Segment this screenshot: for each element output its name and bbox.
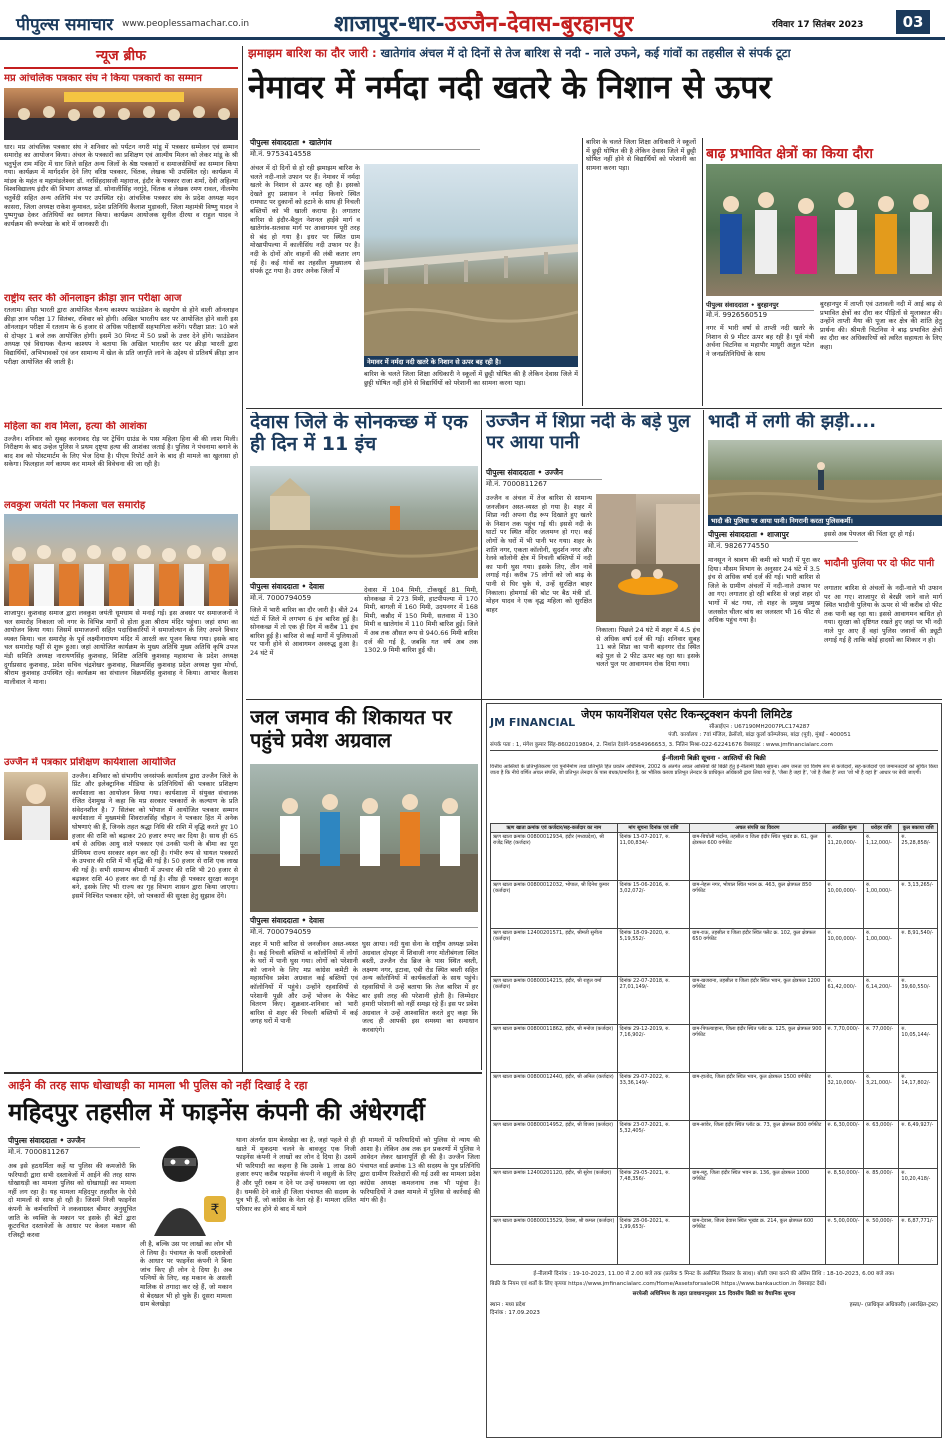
row-rule-2 [246,699,482,700]
flood-visit-title: बाढ़ प्रभावित क्षेत्रों का किया दौरा [706,146,874,162]
lead-headline: नेमावर में नर्मदा नदी खतरे के निशान से ऊपर [248,68,772,106]
flood-visit-photo [706,164,942,296]
auction-table-cell: रु. 32,10,000/- [825,1073,864,1121]
temple-flood-icon [250,466,478,578]
waterlog-photo [250,764,478,912]
waterlog-mobile: मो.नं. 7000794059 [250,928,312,936]
table-row [491,1121,938,1169]
visitors-icon [706,164,942,296]
jhadi-body-2: इससे अब पेयजल की चिंता दूर हो गई। [824,530,915,538]
auction-table [490,823,938,1265]
auction-table-cell: दिनांक 29-07-2022, रु. 33,36,149/- [617,1073,690,1121]
ad-cin: सीआईएन : U67190MH2007PLC174287 [709,724,810,730]
brief-headline-4: लवकुश जयंती पर निकला चल समारोह [4,499,146,511]
row-rule-4 [4,1072,482,1074]
masthead [0,0,945,40]
lead-byline [250,138,480,159]
auction-table-header: ऋण खाता क्रमांक एवं कर्जदार/सह-कर्जदार का नाम [491,824,618,833]
thief-illustration [140,1136,232,1236]
jm-financial-brand: JM FINANCIAL [490,716,576,729]
table-row [491,1169,938,1217]
sonkachh-photo [250,466,478,578]
shipra-byline-text: पीपुल्स संवाददाता • उज्जैन [486,468,602,480]
jhadi-body-1: मानसून ने श्रावण की कमी को भादौ में पूरा कर दिया। मौसम विभाग के अनुसार 24 घंटे में 3.5 इंच से अधिक वर्षा दर्ज की गई। भारी बारिश से जिले के ग्रामीण अंचलों में नदी-नाले उफान पर आ गए। लगातार हो रही बारिश से जहां शहर दो भागों में बंट गया, तो शहर के प्रमुख प्रमुख जलस्रोत चीलर बांध का जलस्तर भी 16 फीट से अधिक पहुंच गया है। [708,556,820,625]
auction-table-cell: ऋण खाता क्रमांक 00800012440, इंदौर, श्री अनिल (कर्जदार) [491,1073,618,1121]
finance-byline-text: पीपुल्स संवाददाता • उज्जैन [8,1136,148,1148]
sonkachh-headline: देवास जिले के सोनकच्छ में एक ही दिन में 11 इंच [250,412,468,455]
auction-table-cell: ग्राम-सांवेर, जिला इंदौर स्थित प्लॉट क्र. 73, कुल क्षेत्रफल 800 वर्गफीट [690,1121,825,1169]
lead-body-2: बारिश के चलते जिला शिक्षा अधिकारी ने स्कूलों में छुट्टी घोषित की है लेकिन देवास जिले में छुट्टी घोषित नहीं होने से विद्यार्थियों को परेशानी का सामना करना पड़ा। [364,370,578,387]
procession-photo [4,514,238,606]
auction-table-cell: रु. 3,13,265/- [899,881,938,929]
finance-mobile: मो.नं. 7000811267 [8,1148,70,1156]
flood-visit-body-1: नगर में भारी वर्षा से ताप्ती नदी खतरे के निशान से 9 मीटर ऊपर बह रही है। पूर्व मंत्री अर्चना चिटनिस व महापौर माधुरी अतुल पटेल ने जनप्रतिनिधियों के साथ [706,324,814,358]
finance-body-2: ली है, बल्कि उस पर लाखों का लोन भी ले लिया है। पंचायत के फर्जी दस्तावेजों के आधार पर फाइनेंस कंपनी ने बिना जांच किए ही लोन दे दिया है। अब पत्नियों के लिए, वह मकान के असली मालिक से तगादा कर रहे हैं, जो मकान से बेदखल भी हो चुके हैं। दूसरा मामला ग्राम बेलखेड़ा [140,1240,232,1309]
lead-mobile: मो.नं. 9753414558 [250,150,312,158]
auction-table-cell: रु. 10,05,144/- [899,1025,938,1073]
auction-table-cell: ग्राम-महू, जिला इंदौर स्थित भवन क्र. 136, कुल क्षेत्रफल 1000 वर्गफीट [690,1169,825,1217]
auction-table-cell: रु. 25,28,858/- [899,833,938,881]
jhadi-mobile: मो.नं. 9826774550 [708,542,770,550]
finance-body-1: अब इसे हठधर्मिता कहें या पुलिस की कमजोरी कि फरियादी द्वारा सभी दस्तावेजों में आईने की तरह साफ धोखाधड़ी का मामला पुलिस को धोखाधड़ी का मामला नहीं लग रहा है। यह मामला महिदपुर तहसील के ऐसे दो मामलों से साफ हो रही है। जिसमें निजी फाइनेंस कंपनी के कर्मचारियों ने लकवाग्रस्त बीमार अनुसूचित जाति के व्यक्ति के मकान पर इसके ही बेटों द्वारा कूटरचित दस्तावेजों के आधार पर केवल मकान की रजिस्ट्री करवा [8,1162,136,1239]
ad-place: स्थान : मध्य प्रदेश [490,1302,526,1308]
auction-table-cell: रु. 3,21,000/- [864,1073,899,1121]
news-brief-column [4,46,238,1070]
auction-table-cell: ऋण खाता क्रमांक 12400201571, इंदौर, श्रीमती सुनीता (कर्जदार) [491,929,618,977]
column-rule-left [242,46,243,1073]
auction-table-cell: ग्राम-बिचोली मर्दाना, तहसील व जिला इंदौर स्थित भूखंड क्र. 61, कुल क्षेत्रफल 600 वर्गफीट [690,833,825,881]
logo[interactable]: पीपुल्स समाचार [16,15,114,35]
auction-table-cell: दिनांक 15-06-2016, रु. 3,02,072/- [617,881,690,929]
auction-table-cell: ग्राम-हातोद, जिला इंदौर स्थित भवन, कुल क्षेत्रफल 1500 वर्गफीट [690,1073,825,1121]
flood-visit-byline-text: पीपुल्स संवाददाता • बुरहानपुर [706,300,814,311]
jhadi-photo [708,440,942,526]
table-row [491,881,938,929]
bridge-icon [364,164,578,367]
jhadi-byline-text: पीपुल्स संवाददाता • शाजापुर [708,530,858,542]
auction-table-cell: रु. 1,00,000/- [864,881,899,929]
auction-table-cell: ग्राम-राऊ, तहसील व जिला इंदौर स्थित फ्लैट क्र. 102, कुल क्षेत्रफल 650 वर्गफीट [690,929,825,977]
brief-body-5: उज्जैन। शनिवार को संभागीय जनसंपर्क कार्यालय द्वारा उज्जैन जिले के प्रिंट और इलेक्ट्रानिक मीडिया के प्रतिनिधियों की पत्रकार प्रशिक्षण कार्यशाला का आयोजन किया गया। कार्यशाला में संयुक्त संचालक रंजित देशमुख ने कहा कि मप्र सरकार पत्रकारों के कल्याण के प्रति संवेदनशील है। 7 सितंबर को भोपाल में आयोजित पत्रकार सम्मान कार्यशाला में मुख्यमंत्री शिवराजसिंह चौहान ने पत्रकार हित में अनेक घोषणाएं की हैं, जिनके तहत श्रद्धा निधि की राशि में वृद्धि करते हुए 10 हजार की राशि को बढ़ाकर 20 हजार रुपए कर दिया है। साथ ही 65 वर्ष से अधिक आयु वाले पत्रकार एवं उनकी पत्नी के बीमा का पूरा प्रीमियम राज्य सरकार वहन कर रही है। गंभीर रूप से घायल पत्रकारों के उपचार की राशि में भी वृद्धि की गई है। 50 हजार से राशि एक लाख की गई है। सभी सामान्य बीमारी में उपचार की राशि भी 20 हजार से बढ़ाकर राशि 40 हजार कर दी गई है। शीघ्र ही पत्रकार सुरक्षा कानून बने, इसके लिए भी राज्य का गृह विभाग शासन द्वारा किया जाएगा। इसमें निश्चित पत्रकार रहेंगे, जो पत्रकारों की सुरक्षा हेतु सुझाव देंगे। [72,771,238,900]
section-title-part1: शाजापुर-धार- [334,12,445,37]
lead-body-1: अंचल में दो दिनों से हो रही झमाझम बारिश के चलते नदी-नाले उफान पर हैं। नेमावर में नर्मदा खतरे के निशान से ऊपर बह रही है। इसको देखते हुए प्रशासन ने नर्मदा किनारे स्थित रामघाट पर दुकानों को हटाने के साथ ही निचली बस्तियों को भी खाली कराया है। लगातार बारिश से इंदौर-बैतूल नेशनल हाईवे मार्ग व खातेगांव-सतवास मार्ग पर आवागमन पूरी तरह से बंद हो गया है। इधर पर स्थित ग्राम मोखापीपल्या में कालीसिंध नदी उफान पर है। नदी के दोनों ओर वाहनों की लंबी कतार लग गई है। कई गांवों का तहसील मुख्यालय से संपर्क टूट गया है। उधर अनेक जिलों में [250,164,360,276]
auction-table-cell: रु. 10,00,000/- [825,881,864,929]
auction-table-cell: रु. 39,60,550/- [899,977,938,1025]
table-row [491,833,938,881]
shipra-body-2: निकाला। पिछले 24 घंटे में शहर में 4.5 इंच से अधिक वर्षा दर्ज की गई। शनिवार सुबह 11 बजे शिप्रा का पानी बड़नगर रोड स्थित बड़े पुल से 2 फीट ऊपर बह रहा था। इसके चलते पुल पर आवागमन रोक दिया गया। [596,626,700,669]
brief-headline-2: राष्ट्रीय स्तर की ऑनलाइन क्रीड़ा ज्ञान परीक्षा आज [4,292,182,304]
auction-table-cell: रु. 11,20,000/- [825,833,864,881]
ad-signatory: हस्ता/- (प्राधिकृत अधिकारी) (आरक्षित-ट्रस्ट) [849,1302,938,1308]
shipra-byline [486,468,602,489]
auction-table-cell: ग्राम-खजराना, तहसील व जिला इंदौर स्थित भवन, कुल क्षेत्रफल 1200 वर्गफीट [690,977,825,1025]
svg-text:₹: ₹ [210,1202,220,1218]
auction-table-cell: रु. 10,00,000/- [825,929,864,977]
waterlog-byline [250,916,478,937]
jhadi-headline: भादौ में लगी की झड़ी.... [708,412,877,432]
auction-table-cell: ऋण खाता क्रमांक 00800014215, इंदौर, श्री राहुल वर्मा (कर्जदार) [491,977,618,1025]
flood-visit-byline [706,300,814,320]
auction-table-header: धरोहर राशि [864,824,899,833]
table-row [491,977,938,1025]
column-rule-lead [582,138,583,406]
auction-table-cell: रु. 1,12,000/- [864,833,899,881]
brief-body-3: उज्जैन। शनिवार को सुबह करनावद रोड़ पर ट्रेचिंग ग्राउंड के पास महिला हिना बी की लाश मिली। निरीक्षण के बाद उन्हेल पुलिस ने प्रथम दृष्ट्या हत्या की आशंका जताई है। पुलिस ने पंचनामा बनाने के बाद शव को पोस्टमार्टम के लिए भेज दिया है। पीएम रिपोर्ट आने के बाद ही मामले का खुलासा हो सकेगा। फिलहाल मर्ग कायम कर मामले की विवेचना की जा रही है। [4,434,238,469]
brief-label: न्यूज ब्रीफ [4,46,238,69]
table-row [491,929,938,977]
table-row [491,1217,938,1265]
table-row [491,1025,938,1073]
lead-body-3 [586,138,696,406]
auction-table-header: मांग सूचना दिनांक एवं राशि [617,824,690,833]
workshop-photo [4,772,68,840]
flooded-culvert-icon [708,440,942,526]
brief-headline-3: महिला का शव मिला, हत्या की आशंका [4,421,147,432]
auction-table-cell: रु. 50,000/- [864,1217,899,1265]
waterlog-headline: जल जमाव की शिकायत पर पहुंचे प्रवेश अग्रवाल [250,706,452,752]
auction-table-cell: दिनांक 29-05-2021, रु. 7,48,356/- [617,1169,690,1217]
auction-table-header: अचल संपत्ति का विवरण [690,824,825,833]
page-date: रविवार 17 सितंबर 2023 [772,20,864,30]
auction-table-cell: ग्राम-नेहरू नगर, भोपाल स्थित भवन क्र. 463, कुल क्षेत्रफल 850 वर्गफीट [690,881,825,929]
lead-byline-text: पीपुल्स संवाददाता • खातेगांव [250,138,480,150]
speaker-icon [4,772,68,840]
sonkachh-byline-text: पीपुल्स संवाददाता • देवास [250,582,478,594]
sonkachh-mobile: मो.नं. 7000794059 [250,594,312,602]
auction-table-cell: ऋण खाता क्रमांक 00800012934, इंदौर (मध्यप्रदेश), श्री राजेंद्र सिंह (कर्जदार) [491,833,618,881]
finance-body-3: थाना अंतर्गत ग्राम बेलखेड़ा का है, जहां पहले से ही खाते में मुकदमा चलने के बावजूद एक निजी फाइनेंस कंपनी ने लाखों का लोन दे दिया है। उसमें भी फरियादी का कहना है कि उसके 1 लाख 80 हजार रुपए करीब फाइनेंस कंपनी ने वसूली के लिए है और पूरी रकम न देने पर उन्हें धमकाया जा रहा है। धमकी देने वाले ही जिला पंचायत की सदस्य के पुत्र भी हैं, जो कांग्रेस के नेता रहे हैं। मामला दलित परिवार का होने से बाद में थाने [236,1136,356,1213]
auction-table-cell: रु. 6,87,771/- [899,1217,938,1265]
jhadi-subhead: भादौनी पुलिया पर दो फीट पानी [824,558,935,569]
row-rule-3 [482,699,942,700]
finance-body-4: ही मामलों में फरियादियों को पुलिस से न्याय की आशा है। लेकिन अब तक इन प्रकरणों में पुलिस ने आवेदन लेकर खानापूर्ति ही की है। उज्जैन जिला पंचायत वार्ड क्रमांक 13 की सदस्य के पुत्र प्रतिनिधि द्वारा ग्रामीण रिश्तेदारों की गई उसी का मामला प्रदेश कांग्रेस अध्यक्ष कमलनाथ तक भी पहुंचा है। फरियादियों ने उक्त मामले में पुलिस से कार्रवाई की मांग की है। [360,1136,480,1205]
ad-company-name: जेएम फायनेंशियल एसेट रिकन्स्ट्रक्शन कंपनी लिमिटेड [581,708,792,721]
people-wading-icon [250,764,478,912]
jhadi-body-3: लगातार बारिश से अंचलों के नदी-नाले भी उफान पर आ गए। शाजापुर से बेरछी जाने वाले मार्ग स्थित भादौनी पुलिया के ऊपर से भी करीब दो फीट तक पानी बह रहा था। इससे आवागमन बाधित हो गया। सुरक्षा को दृष्टिगत रखते हुए जहां पर भी नदी नाले पुर आए हैं वहां पुलिस जवानों की ड्यूटी लगाई गई है ताकि कोई हादसों का शिकार न हो। [824,584,942,644]
auction-table-cell: ऋण खाता क्रमांक 00800014952, इंदौर, श्री विजय (कर्जदार) [491,1121,618,1169]
auction-table-cell: रु. 63,000/- [864,1121,899,1169]
lead-body-3-text: बारिश के चलते जिला शिक्षा अधिकारी ने स्कूलों में छुट्टी घोषित की है लेकिन देवास जिले में छुट्टी घोषित नहीं होने से विद्यार्थियों को परेशानी का सामना करना पड़ा। [586,138,696,172]
section-title [334,8,633,38]
auction-table-header: आरक्षित मूल्य [825,824,864,833]
flood-visit-mobile: मो.नं. 9926560519 [706,311,768,319]
rescue-boat-icon [596,494,700,622]
auction-table-cell: ऋण खाता क्रमांक 12400201120, इंदौर, श्री सुरेश (कर्जदार) [491,1169,618,1217]
auction-table-cell: दिनांक 29-12-2019, रु. 7,16,902/- [617,1025,690,1073]
auction-table-cell: ऋण खाता क्रमांक 00800012032, भोपाल, श्री दिनेश कुमार (कर्जदार) [491,881,618,929]
finance-headline: महिदपुर तहसील में फाइनेंस कंपनी की अंधेरगर्दी [8,1098,425,1126]
auction-table-cell: रु. 7,70,000/- [825,1025,864,1073]
auction-table-cell: दिनांक 22-07-2018, रु. 27,01,149/- [617,977,690,1025]
auction-table-cell: दिनांक 13-07-2017, रु. 11,00,834/- [617,833,690,881]
ad-reg-office: पंजी. कार्यालय : 7वां मंजिल, क्रेसेंजो, बांद्रा कुर्ला कॉम्प्लेक्स, बांद्रा (पूर्व), मुंबई - 400051 [668,732,851,738]
auction-table-cell: रु. 85,000/- [864,1169,899,1217]
auction-table-cell: रु. 6,14,200/- [864,977,899,1025]
column-rule-right-top [702,138,703,406]
brief-headline-5: उज्जैन में पत्रकार प्रशिक्षण कार्यशाला आयोजित [4,757,176,768]
brief-body-1: धार। मप्र आंचलिक पत्रकार संघ ने शनिवार को पर्यटन नगरी मांडू में पत्रकार सम्मेलन एवं सम्मान समारोह का आयोजन किया। अंचल के पत्रकारों का प्रशिक्षण एवं आत्मीय मिलन को लेकर मांडू के श्री चतुर्भुज राम मंदिर में धार जिले सहित अन्य जिलों के श्रेष्ठ पत्रकारों व समाजसेवियों का सम्मान किया गया। कार्यक्रम में मार्गदर्शन देने लिए वरिष्ठ पत्रकार, चिंतक, लेखक भी उपस्थित रहे। कार्यक्रम में मांडव के महंत व महामंडलेश्वर डॉ. नरसिंहदासजी महाराज, इंदौर के पत्रकार राजा शर्मा, देवी अहिल्या विश्वविद्यालय इंदौर की विभाग अध्यक्ष डॉ. सोनालीसिंह नरगुंदे, चिंतक व लेखक रमण रावल, नीलमेघ चतुर्वेदी सहित अन्य अतिथि मंच पर उपस्थित रहे। आंचलिक पत्रकार संघ के प्रदेश अध्यक्ष मदन कासरा, जिला अध्यक्ष राकेश कुमावत, प्रदेश प्रतिनिधि कैलाश मुड़ावली, जिला महामंत्री विष्णु यादव ने पुष्पगुच्छ देकर अतिथियों का स्वागत किया। कार्यक्रम आयोजक सुनील दीरया व राहुल यादव ने कार्यक्रम की रूपरेखा के बारे में जानकारी दी। [4,142,238,228]
event-photo [4,88,238,140]
auction-table-cell: रु. 77,000/- [864,1025,899,1073]
shipra-headline: उज्जैन में शिप्रा नदी के बड़े पुल पर आया पानी [486,412,691,453]
brief-headline-1: मप्र आंचलिक पत्रकार संघ ने किया पत्रकारों का सम्मान [4,73,202,84]
waterlog-body-2: घुस आया। नदी युवा सेना के राष्ट्रीय अध्यक्ष प्रवेश अग्रवाल दोपहर में शिवाजी नगर मोतीबंगला स्थित बस्ती, उज्जैन रोड ब्रिज के पास स्थित बस्ती, लक्ष्मण नगर, इटावा, एबी रोड स्थित बस्ती सहित अन्य कॉलोनियों में कार्यकर्ताओं के साथ पहुंचे। रहवासियों ने उन्हें बताया कि तेज बारिश में हर बार इसी तरह की परेशानी होती है। जिम्मेदार हमारी परेशानी को नहीं समझ रहे हैं। इस पर प्रवेश अग्रवाल ने उन्हें आश्वासित करते हुए कहा कि जल्द ही आपकी इस समस्या का समाधान करवाएंगे। [362,940,478,1034]
ad-date: दिनांक : 17.09.2023 [490,1310,540,1316]
row-rule-1 [246,408,942,409]
page-number: 03 [896,10,930,34]
section-title-part2: उज्जैन-देवास-बुरहानपुर [444,12,634,37]
ad-contact: संपर्क पता : 1, मंगेश कुमार सिंह-8602019804, 2. निशांत देवांगे-9584966653, 3. नितिन मिश्रा-022-62241676 वेबसाइट : www.jmfinancialarc.com [490,740,938,751]
auction-table-cell: दिनांक 18-09-2020, रु. 5,19,552/- [617,929,690,977]
auction-table-cell: रु. 1,00,000/- [864,929,899,977]
auction-table-cell: रु. 61,42,000/- [825,977,864,1025]
lead-photo-caption: नेमावर में नर्मदा नदी खतरे के निशान से ऊपर बह रही है। [364,356,578,367]
auction-table-header: कुल बकाया राशि [899,824,938,833]
site-url[interactable]: www.peoplessamachar.co.in [122,19,250,29]
auction-table-cell: दिनांक 28-06-2021, रु. 1,99,653/- [617,1217,690,1265]
auction-table-cell: रु. 5,00,000/- [825,1217,864,1265]
auction-table-cell: ऋण खाता क्रमांक 00800013529, देवास, श्री कमल (कर्जदार) [491,1217,618,1265]
masked-thief-icon [140,1136,232,1236]
auction-table-cell: दिनांक 23-07-2021, रु. 5,32,405/- [617,1121,690,1169]
ad-intro: वित्तीय आस्तियों के प्रतिभूतिकरण एवं पुनर्निर्माण तथा प्रतिभूति हित प्रवर्तन अधिनियम, 2002 के अंतर्गत अचल आस्तियों की बिक्री हेतु ई-नीलामी बिक्री सूचना। आम जनता एवं विशेष रूप से कर्जदारों, सह-कर्जदारों एवं जमानतदारों को सूचित किया जाता है कि नीचे वर्णित अचल संपत्ति, जो प्रतिभूत लेनदार के पास बंधक/प्रभारित है, का भौतिक कब्जा प्रतिभूत लेनदार के प्राधिकृत अधिकारी द्वारा लिया गया है, 'जैसा है जहां है', 'जो है जैसा है' तथा 'जो भी है वहां है' आधार पर बेची जाएगी। [490,764,938,777]
column-rule-mid-1 [481,410,482,1070]
shipra-rescue-photo [596,494,700,622]
auction-table-cell: रु. 8,91,540/- [899,929,938,977]
column-rule-mid-2 [703,410,704,698]
auction-table-cell: ऋण खाता क्रमांक 00800011862, इंदौर, श्री मनोज (कर्जदार) [491,1025,618,1073]
procession-icon [4,514,238,606]
finance-kicker: आईने की तरह साफ धोखाधड़ी का मामला भी पुलिस को नहीं दिखाई दे रहा [8,1079,308,1092]
shipra-body-1: उज्जैन व अंचल में तेज बारिश से सामान्य जनजीवन अस्त-व्यस्त हो गया है। शहर में शिप्रा नदी अपना रौद्र रूप दिखाते हुए खतरे के निशान तक पहुंच गई थी। इससे नदी के घाटों पर स्थित मंदिर जलमग्न हो गए। कई लोगों के घरों में भी पानी भर गया। शहर के शांति नगर, एकता कॉलोनी, सुदर्शन नगर और रेलवे कॉलोनी क्षेत्र में निचली बस्तियों में नदी का पानी घुस गया। इसके लिए, तीन नावें लगाई गई। करीब 75 लोगों को जो बाढ़ के पानी से घिर चुके थे, उन्हें सुरक्षित बाहर निकाला। होमगार्ड की बोट पर बैठ मंत्री डॉ. मोहन यादव ने एक वृद्ध महिला को सुरक्षित बाहर [486,494,592,614]
ad-notice-title: ई-नीलामी बिक्री सूचना - आस्तियों की बिक्री [662,754,766,762]
lead-kicker-label: झमाझम बारिश का दौर जारी : [248,46,377,60]
finance-byline [8,1136,148,1157]
table-row [491,1073,938,1121]
lead-kicker [248,46,942,61]
auction-table-cell: ग्राम-पिपल्याहाना, जिला इंदौर स्थित प्लॉट क्र. 125, कुल क्षेत्रफल 900 वर्गफीट [690,1025,825,1073]
auction-table-cell: रु. 10,20,418/- [899,1169,938,1217]
audience-icon [4,88,238,140]
sonkachh-body-1: जिले में भारी बारिश का दौर जारी है। बीते 24 घंटों में जिले में लगभग 6 इंच बारिश हुई है। सोनकच्छ में तो एक ही दिन में करीब 11 इंच बारिश हुई है। बारिश से कई मार्गों में पुलियाओं पर पानी होने से आवागमन अवरुद्ध हुआ है। 24 घंटे में [250,606,358,657]
shipra-mobile: मो.नं. 7000811267 [486,480,548,488]
flood-visit-body-2: बुरहानपुर में ताप्ती एवं उतावली नदी में आई बाढ़ से प्रभावित क्षेत्रों का दौरा कर पीड़ितों से मुलाकात की। उन्होंने ताप्ती मैया की पूजा कर क्षेत्र की शांति हेतु प्रार्थना की। श्रीमती चिटनिस ने बाढ़ प्रभावित क्षेत्रों का दौरा कर अधिकारियों को त्वरित सहायता के लिए कहा। [820,300,942,351]
lead-kicker-text: खातेगांव अंचल में दो दिनों से तेज बारिश से नदी - नाले उफने, कई गांवों का तहसील से संपर्क टूटा [380,46,791,60]
auction-table-cell: रु. 6,49,927/- [899,1121,938,1169]
auction-table-cell: रु. 6,30,000/- [825,1121,864,1169]
auction-table-cell: ग्राम-देवास, जिला देवास स्थित भूखंड क्र. 214, कुल क्षेत्रफल 600 वर्गफीट [690,1217,825,1265]
sonkachh-body-2: देवास में 104 मिमी, टोंकखुर्द 81 मिमी, सोनकच्छ में 273 मिमी, हाटपीपल्या में 170 मिमी, बागली में 160 मिमी, उदयनगर में 168 मिमी, कन्नौद में 150 मिमी, सतवास में 130 मिमी व खातेगांव में 110 मिमी बारिश हुई। जिले में अब तक औसत रूप से 940.66 मिमी बारिश दर्ज की गई है, जबकि गत वर्ष अब तक 1302.9 मिमी बारिश हुई थी। [364,586,478,655]
jm-financial-ad [486,703,942,1438]
jhadi-photo-caption: भादौ की पुलिया पर आया पानी। निगरानी करता पुलिसकर्मी। [708,515,942,526]
waterlog-body-1: शहर में भारी बारिश से जनजीवन अस्त-व्यस्त है। कई निचली बस्तियों व कॉलोनियों में लोगों के घरों में पानी घुस गया। लोगों को परेशानी को जानने के लिए मप्र कांग्रेस कमेटी के महासचिव प्रवेश अग्रवाल कई बस्तियों एवं कॉलोनियों में पहुंचे। उन्होंने रहवासियों से परेशानी पूछी और उन्हें भोजन के पैकेट वितरण किए। शुक्रवार-शनिवार को भारी बारिश से शहर की निचली बस्तियों में कई जगह घरों में पानी [250,940,358,1026]
ad-footer: ई-नीलामी दिनांक : 19-10-2023, 11.00 से 2.00 बजे तक (प्रत्येक 5 मिनट के असीमित विस्तार के साथ)। बोली जमा करने की अंतिम तिथि : 18-10-2023, 6.00 बजे तक। [533,1271,895,1277]
waterlog-byline-text: पीपुल्स संवाददाता • देवास [250,916,478,928]
brief-body-2: रतलाम। क्रीड़ा भारती द्वारा आयोजित चैतन्य काश्यप फाउंडेशन के सहयोग से होने वाली ऑनलाइन क्रीड़ा ज्ञान परीक्षा 17 सितंबर, रविवार को होगी। अखिल भारतीय स्तर पर आयोजित होने वाली इस ऑनलाइन परीक्षा में रतलाम के 6 हजार से अधिक परीक्षार्थी सहभागिता करेंगे। परीक्षा प्रात: 10 बजे से दोपहर 1 बजे तक आयोजित होगी। इसमें 30 मिनट में 50 प्रश्नों के उत्तर देने होंगे। फाउंडेशन अध्यक्ष एवं विधायक चैतन्य काश्यप ने बताया कि अखिल भारतीय स्तर पर क्रीड़ा भारती द्वारा विद्यार्थियों, अभिभावकों एवं जन सामान्य में खेल के प्रति जागृति लाने के उद्देश्य से प्रतिवर्ष क्रीड़ा ज्ञान परीक्षा आयोजित की जाती है। [4,306,238,366]
lead-river-photo [364,164,578,367]
auction-table-cell: रु. 14,17,802/- [899,1073,938,1121]
ad-terms[interactable]: बिक्री के नियम एवं शर्तों के लिए कृपया https://www.jmfinancialarc.com/Home/AssetsforsaleOR https://www.bankauction.in वेबसाइट देखें। [490,1281,827,1287]
ad-legal: सरफेसी अधिनियम के तहत प्रावधानानुसार 15 दिवसीय बिक्री का वैधानिक सूचना [632,1291,796,1297]
brief-body-4: शाजापुर। कुशवाह समाज द्वारा लवकुश जयंती धूमधाम से मनाई गई। इस अवसर पर समाजजनों ने चल समारोह निकाला जो नगर के विभिन्न मार्गों से होता हुआ श्रीराम मंदिर पहुंचा। जहां सभा का आयोजन किया गया। जिसमें समाजजनों सहित पदाधिकारियों ने समाजोत्थान के लिए अपने विचार व्यक्त किया। चल समारोह के पूर्व लक्ष्मीनारायण मंदिर में आरती कर पूजन किया गया। इसके बाद चल समारोह यहीं से शुरू हुआ। जहां आयोजित कार्यक्रम के मुख्य अतिथि मुख्य अतिथि कृषि उपज मंडी समिति अध्यक्ष नारायणसिंह कुशवाह, विशिष्ट अतिथि कुशवाह महासभा के प्रदेश अध्यक्ष दुर्गाप्रसाद कुशवाह, प्रदेश सचिव चंद्रशेखर कुशवाह, विक्रमसिंह कुशवाह प्रदेश अध्यक्ष युवा मोर्चा, श्रीराम कुशवाह उपस्थित रहे। कार्यक्रम का संचालन विक्रमसिंह कुशवाह ने किया। आभार कैलाश मालीवाल ने माना। [4,609,238,686]
auction-table-cell: रु. 8,50,000/- [825,1169,864,1217]
